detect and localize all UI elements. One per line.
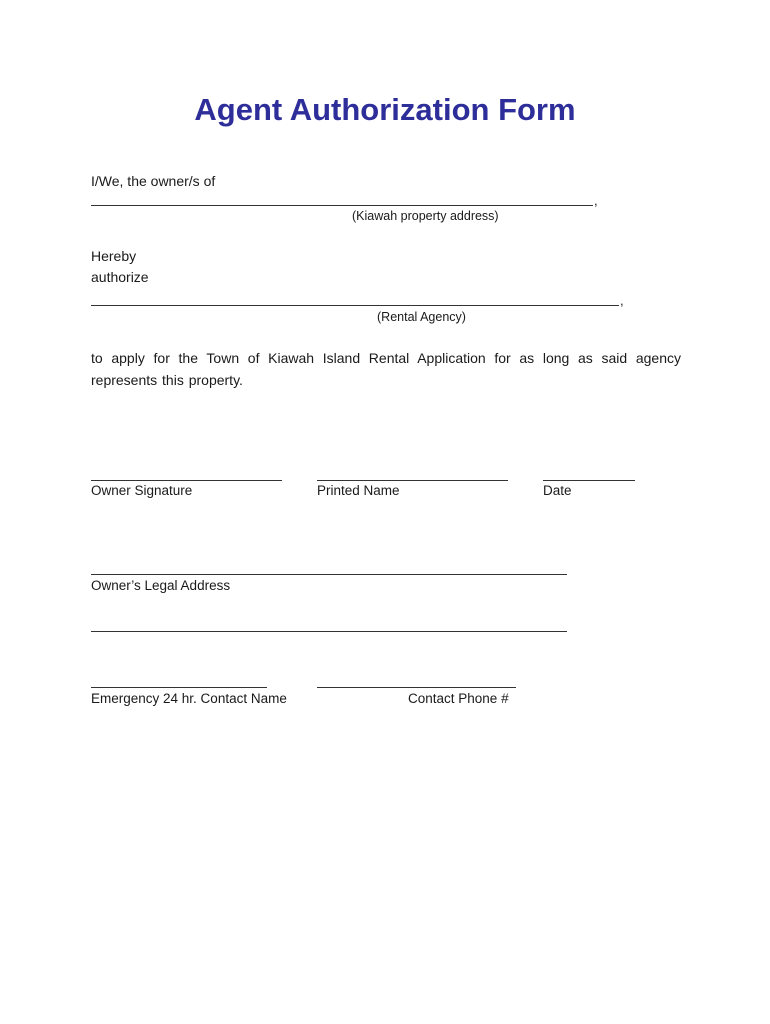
property-address-comma: , [594,193,598,208]
purpose-paragraph: to apply for the Town of Kiawah Island Rental Application for as long as said agency represents this property. [91,350,681,388]
printed-name-label: Printed Name [317,483,400,498]
form-title: Agent Authorization Form [194,92,576,127]
owner-intro-text: I/We, the owner/s of [91,173,216,189]
owners-legal-address-label: Owner’s Legal Address [91,578,231,593]
owner-signature-blank[interactable] [91,480,282,481]
rental-agency-comma: , [620,293,624,308]
emergency-contact-name-label: Emergency 24 hr. Contact Name [91,691,287,706]
owners-legal-address-blank-2[interactable] [91,631,567,632]
contact-phone-label: Contact Phone # [408,691,509,706]
hereby-text: Hereby [91,248,137,264]
property-address-label: (Kiawah property address) [352,209,499,223]
owners-legal-address-blank[interactable] [91,574,567,575]
contact-phone-blank[interactable] [317,687,516,688]
printed-name-blank[interactable] [317,480,508,481]
property-address-blank[interactable] [91,205,593,206]
date-blank[interactable] [543,480,635,481]
owner-signature-label: Owner Signature [91,483,193,498]
rental-agency-label: (Rental Agency) [377,310,466,324]
date-label: Date [543,483,572,498]
authorize-text: authorize [91,269,149,285]
emergency-contact-name-blank[interactable] [91,687,267,688]
rental-agency-blank[interactable] [91,305,619,306]
